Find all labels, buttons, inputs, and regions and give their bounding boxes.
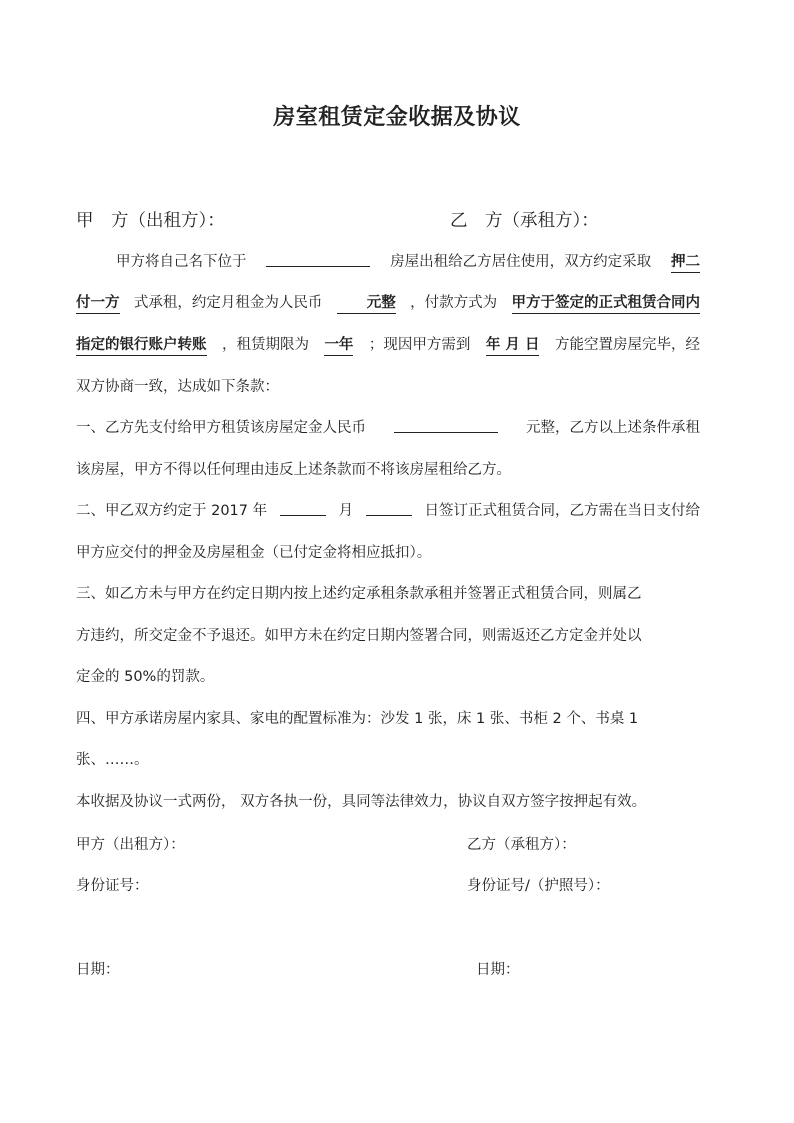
intro-text: 方能空置房屋完毕，经 (554, 337, 700, 353)
day-blank (366, 500, 412, 516)
payment-method: 甲方于签定的正式租赁合同内 (512, 292, 701, 314)
party-b-signature-label: 乙方（承租方）： (467, 837, 576, 853)
intro-line-4: 双方协商一致，达成如下条款： (76, 379, 279, 395)
month-blank (280, 500, 326, 516)
party-a-signature-label: 甲方（出租方）： (76, 837, 185, 853)
clause-text: 日签订正式租赁合同，乙方需在当日支付给 (424, 503, 700, 519)
intro-text: 式承租，约定月租金为人民币 (133, 295, 323, 311)
intro-text: ，付款方式为 (410, 295, 498, 311)
clause-1-line-1 (76, 417, 700, 439)
clause-2-line-2: 甲方应交付的押金及房屋租金（已付定金将相应抵扣）。 (76, 545, 432, 561)
party-b-date-label: 日期： (476, 962, 520, 978)
party-b-header: 乙 方（承租方）： (450, 211, 599, 231)
intro-text: ，租赁期限为 (221, 337, 309, 353)
clause-text: 月 (338, 503, 354, 519)
clause-text: 元整，乙方以上述条件承租 (526, 420, 700, 436)
clause-2-line-1 (76, 500, 700, 522)
clause-3-line-2: 方违约，所交定金不予退还。如甲方未在约定日期内签署合同，则需返还乙方定金并处以 (76, 628, 642, 644)
party-a-header: 甲 方（出租方）： (76, 211, 225, 231)
clause-3-line-3: 定金的 50%的罚款。 (76, 669, 215, 685)
intro-line-3 (76, 334, 700, 356)
intro-line-2 (76, 292, 700, 314)
document-title: 房室租赁定金收据及协议 (273, 105, 521, 130)
address-blank (266, 251, 370, 267)
intro-line-1 (76, 251, 700, 273)
lease-term: 一年 (324, 334, 353, 356)
intro-text: 房屋出租给乙方居住使用，双方约定采取 (390, 254, 652, 270)
party-a-date-label: 日期： (76, 962, 120, 978)
clause-4-line-1: 四、甲方承诺房屋内家具、家电的配置标准为：沙发 1 张，床 1 张、书柜 2 个、书桌 1 (76, 711, 639, 727)
intro-text: ；现因甲方需到 (368, 337, 471, 353)
rent-unit: 元整 (366, 295, 396, 311)
clause-text: 二、甲乙双方约定于 2017 年 (76, 503, 268, 519)
payment-term: 押二 (671, 251, 700, 273)
clause-1-line-2: 该房屋，甲方不得以任何理由违反上述条款而不将该房屋租给乙方。 (76, 462, 511, 478)
intro-text: 甲方将自己名下位于 (116, 254, 247, 270)
payment-method: 指定的银行账户转账 (76, 334, 207, 356)
clause-3-line-1: 三、如乙方未与甲方在约定日期内按上述约定承租条款承租并签署正式租赁合同，则属乙 (76, 586, 642, 602)
payment-term: 付一方 (76, 292, 120, 314)
clause-4-line-2: 张、……。 (76, 752, 149, 768)
clause-text: 一、乙方先支付给甲方租赁该房屋定金人民币 (76, 420, 366, 436)
deposit-amount-blank (394, 417, 498, 433)
monthly-rent (337, 292, 396, 314)
party-a-id-label: 身份证号： (76, 878, 149, 894)
party-b-id-label: 身份证号/（护照号）： (467, 878, 610, 894)
closing-statement: 本收据及协议一式两份， 双方各执一份，具同等法律效力，协议自双方签字按押起有效。 (76, 794, 647, 810)
vacate-date: 年 月 日 (486, 334, 540, 356)
